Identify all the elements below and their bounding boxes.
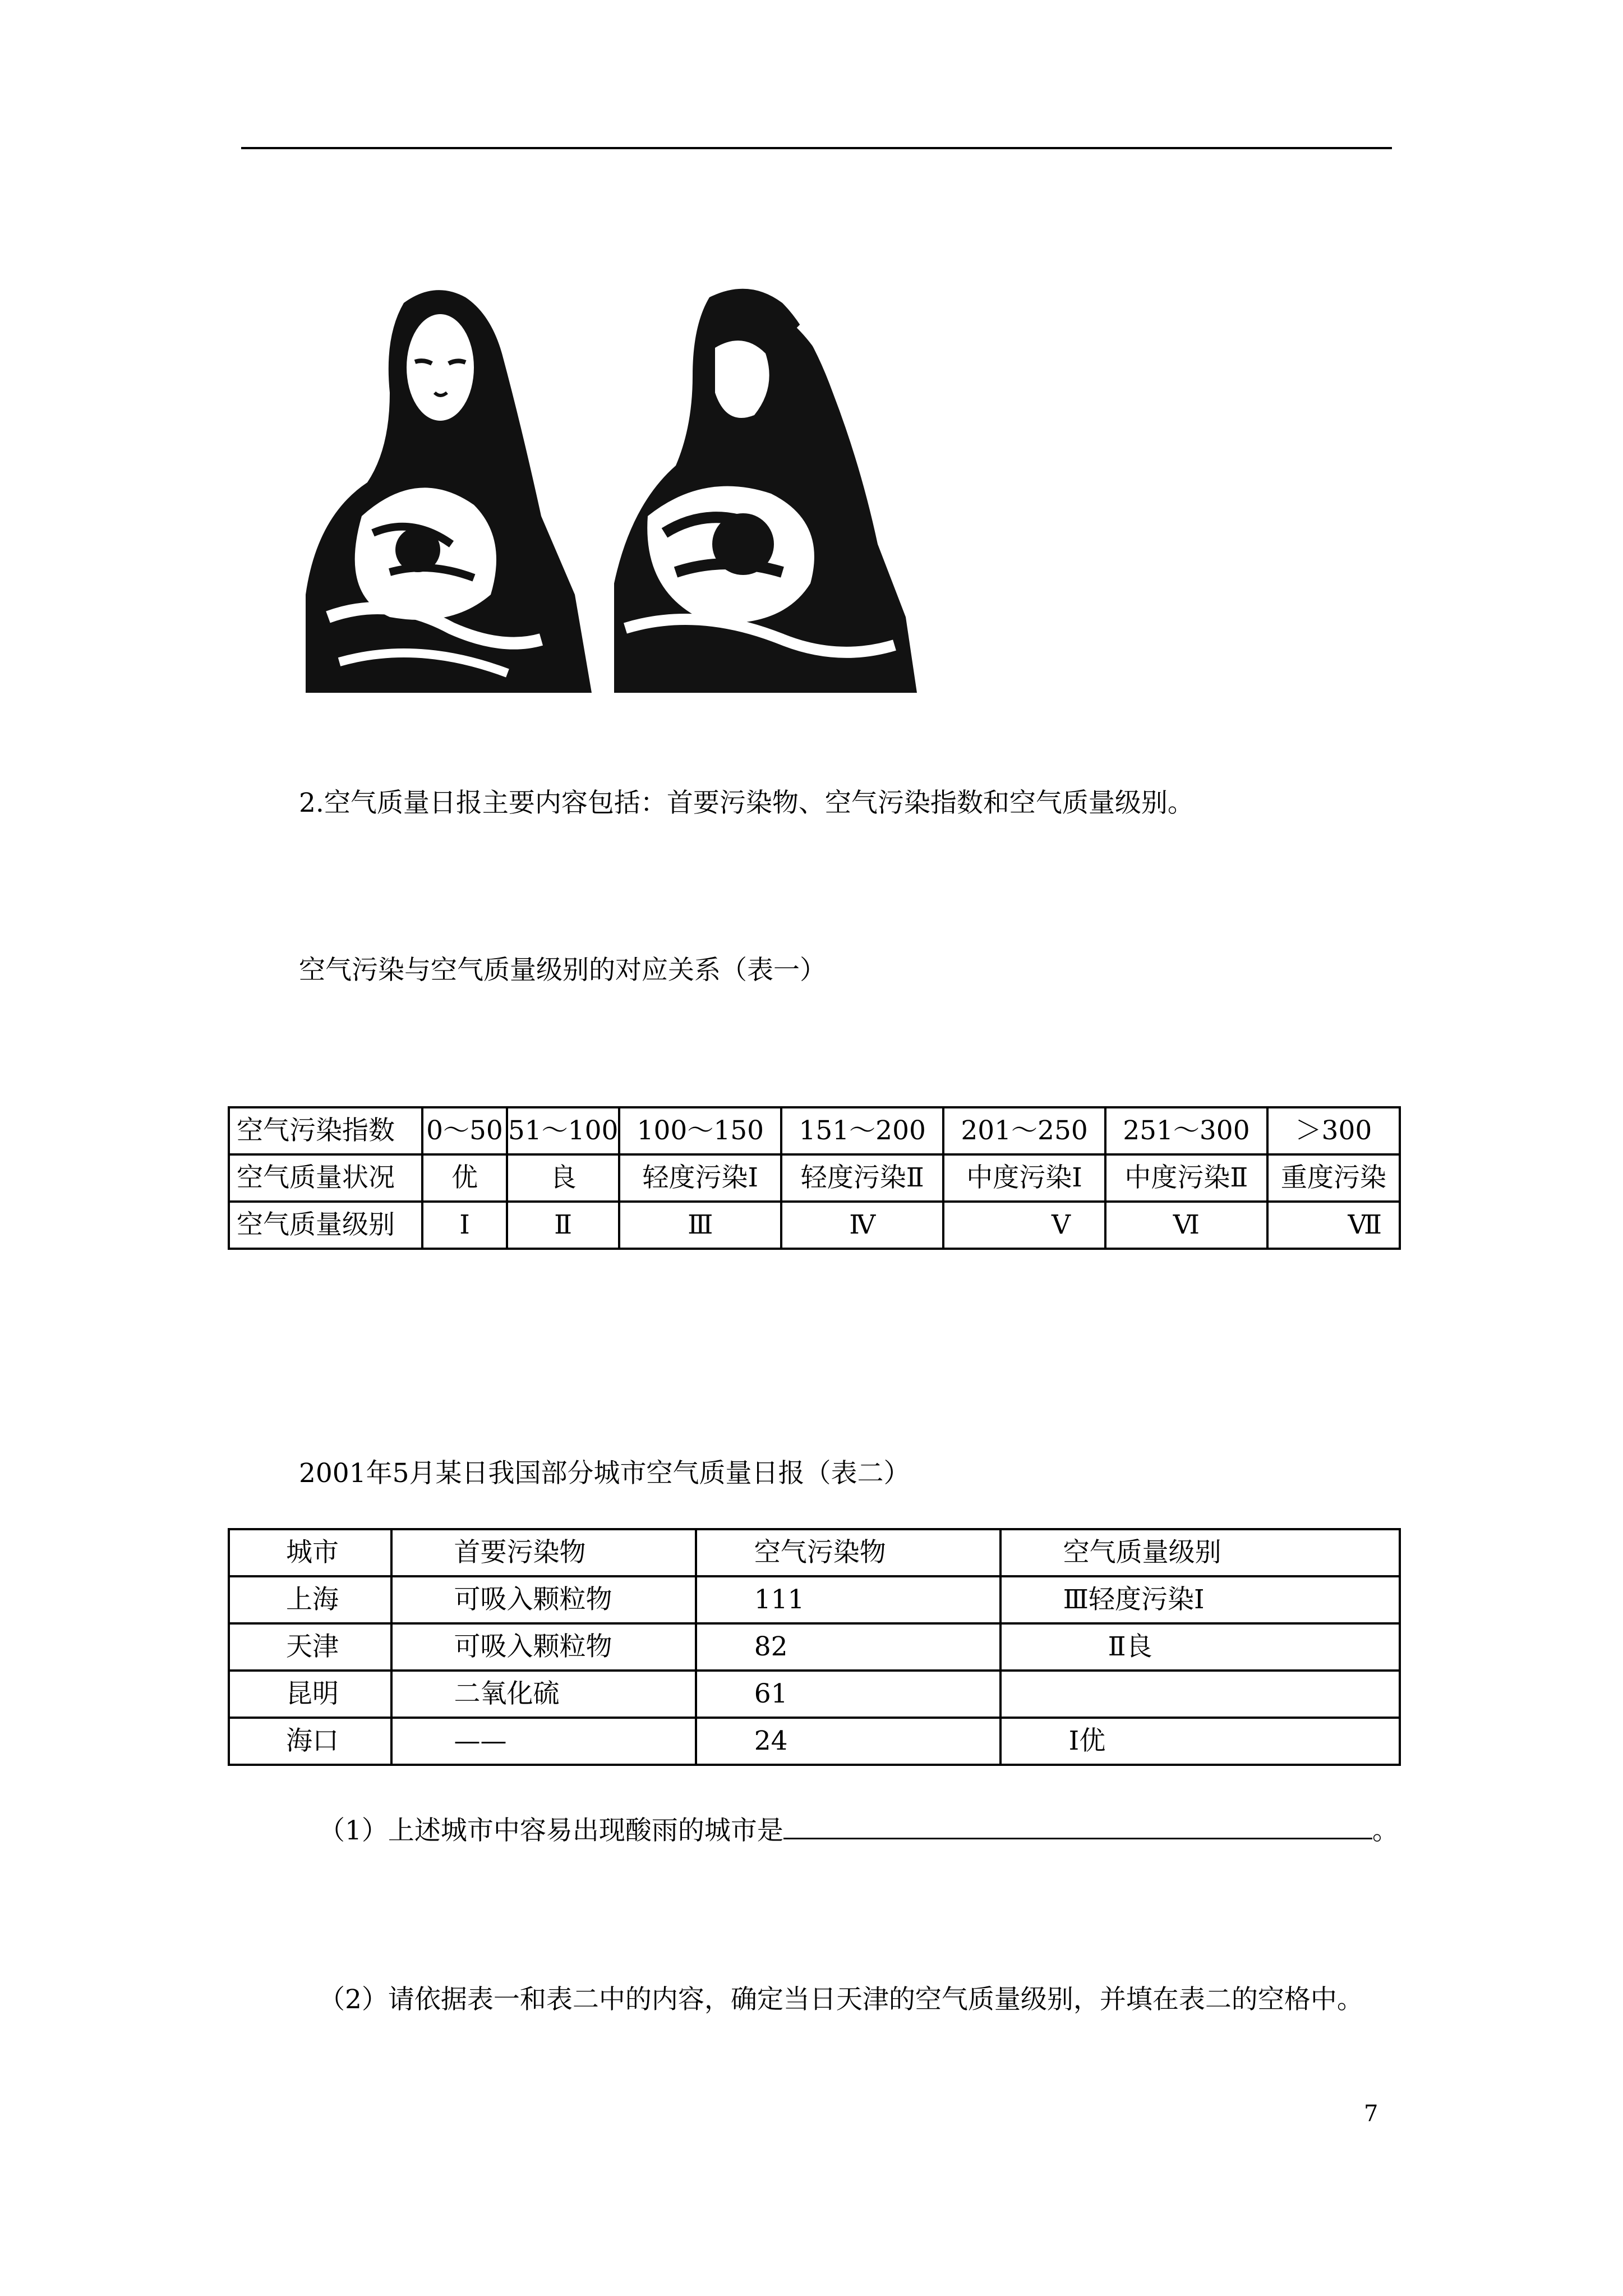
table-cell: 空气质量级别 <box>229 1202 422 1249</box>
table-cell: ＞300 <box>1267 1107 1400 1154</box>
table-cell: Ⅴ <box>943 1202 1105 1249</box>
table-cell: 111 <box>696 1576 1000 1623</box>
header-rule <box>241 147 1392 149</box>
table-row <box>229 1718 1400 1765</box>
table-cell: 0～50 <box>422 1107 507 1154</box>
table-cell: 昆明 <box>229 1671 391 1718</box>
table-cell: Ⅱ <box>507 1202 620 1249</box>
statue-before-image <box>306 280 592 693</box>
table-header-cell: 空气质量级别 <box>1000 1529 1400 1576</box>
air-quality-level-table <box>228 1106 1401 1250</box>
paragraph-air-quality-report: 2.空气质量日报主要内容包括：首要污染物、空气污染指数和空气质量级别。 <box>299 788 1194 818</box>
table-header-row <box>229 1529 1400 1576</box>
table-cell: Ⅲ <box>619 1202 781 1249</box>
table-cell: 可吸入颗粒物 <box>391 1576 696 1623</box>
table-header-cell: 空气污染物 <box>696 1529 1000 1576</box>
table-cell: 24 <box>696 1718 1000 1765</box>
table-cell: 优 <box>422 1154 507 1202</box>
table-cell: Ⅶ <box>1267 1202 1400 1249</box>
table-cell: 可吸入颗粒物 <box>391 1623 696 1671</box>
question-1 <box>319 1811 1399 1848</box>
city-air-quality-table <box>228 1528 1401 1766</box>
table-cell: Ⅰ优 <box>1000 1718 1400 1765</box>
table-row <box>229 1576 1400 1623</box>
page-number: 7 <box>1364 2101 1378 2127</box>
table2-caption: 2001年5月某日我国部分城市空气质量日报（表二） <box>299 1458 910 1489</box>
table1-caption: 空气污染与空气质量级别的对应关系（表一） <box>299 955 826 986</box>
table-cell: Ⅰ <box>422 1202 507 1249</box>
table-row <box>229 1623 1400 1671</box>
table-cell: 中度污染Ⅰ <box>943 1154 1105 1202</box>
table-cell: 良 <box>507 1154 620 1202</box>
answer-blank[interactable] <box>783 1811 1372 1839</box>
table-header-cell: 首要污染物 <box>391 1529 696 1576</box>
table-cell: 轻度污染Ⅰ <box>619 1154 781 1202</box>
table-cell: —— <box>391 1718 696 1765</box>
table-cell: 上海 <box>229 1576 391 1623</box>
table-cell: Ⅵ <box>1105 1202 1267 1249</box>
table-row <box>229 1107 1400 1154</box>
table-cell-blank[interactable] <box>1000 1671 1400 1718</box>
question-2: （2）请依据表一和表二中的内容，确定当日天津的空气质量级别，并填在表二的空格中。 <box>319 1984 1363 2015</box>
table-cell: 二氧化硫 <box>391 1671 696 1718</box>
table-cell: 轻度污染Ⅱ <box>781 1154 943 1202</box>
table-cell: 空气污染指数 <box>229 1107 422 1154</box>
table-header-cell: 城市 <box>229 1529 391 1576</box>
table-cell: Ⅱ良 <box>1000 1623 1400 1671</box>
table-row <box>229 1154 1400 1202</box>
table-cell: 201～250 <box>943 1107 1105 1154</box>
table-cell: Ⅳ <box>781 1202 943 1249</box>
table-cell: 151～200 <box>781 1107 943 1154</box>
table-cell: Ⅲ轻度污染Ⅰ <box>1000 1576 1400 1623</box>
table-cell: 100～150 <box>619 1107 781 1154</box>
table-cell: 251～300 <box>1105 1107 1267 1154</box>
table-row <box>229 1202 1400 1249</box>
table-cell: 中度污染Ⅱ <box>1105 1154 1267 1202</box>
table-cell: 61 <box>696 1671 1000 1718</box>
table-row <box>229 1671 1400 1718</box>
table-cell: 海口 <box>229 1718 391 1765</box>
question-1-text: （1）上述城市中容易出现酸雨的城市是 <box>319 1815 783 1846</box>
table-cell: 天津 <box>229 1623 391 1671</box>
table-cell: 82 <box>696 1623 1000 1671</box>
question-1-end: 。 <box>1372 1815 1399 1846</box>
table-cell: 重度污染 <box>1267 1154 1400 1202</box>
table-cell: 空气质量状况 <box>229 1154 422 1202</box>
statue-after-image <box>614 280 917 693</box>
table-cell: 51～100 <box>507 1107 620 1154</box>
